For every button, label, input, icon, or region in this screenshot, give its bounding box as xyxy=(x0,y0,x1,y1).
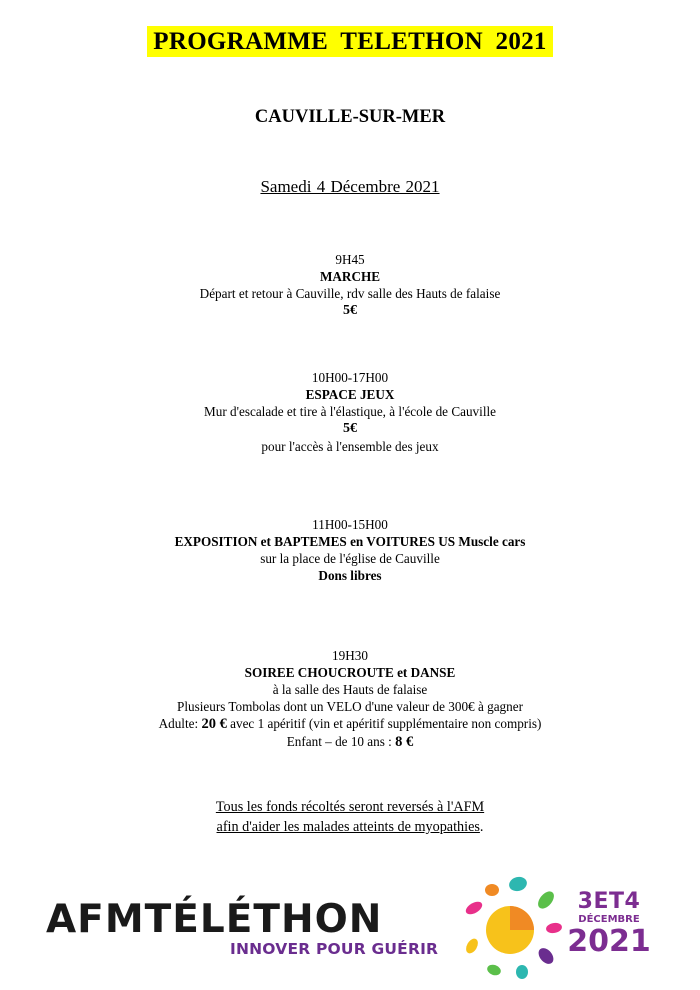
afm-telethon-logo-text: AFMTÉLÉTHON xyxy=(46,897,383,942)
page-title-wrap xyxy=(0,26,700,57)
event-details: Mur d'escalade et tire à l'élastique, à l'école de Cauville xyxy=(204,404,496,419)
event-time: 11H00-15H00 xyxy=(312,517,388,532)
event-exposition xyxy=(0,516,700,584)
event-price: Dons libres xyxy=(318,568,382,583)
child-price-line xyxy=(0,733,700,751)
child-price: 8 € xyxy=(395,734,414,750)
telethon-dates-badge xyxy=(564,890,654,958)
event-soiree xyxy=(0,647,700,751)
event-tombola: Plusieurs Tombolas dont un VELO d'une valeur de 300€ à gagner xyxy=(177,699,523,714)
location-heading: CAUVILLE-SUR-MER xyxy=(254,107,446,127)
event-note: pour l'accès à l'ensemble des jeux xyxy=(261,439,439,454)
dates-line-1: 3ET4 xyxy=(577,889,641,914)
event-details: sur la place de l'église de Cauville xyxy=(260,551,440,566)
event-details: Départ et retour à Cauville, rdv salle des Hauts de falaise xyxy=(199,286,501,301)
event-time: 9H45 xyxy=(335,252,365,267)
adult-label: Adulte: xyxy=(158,716,199,731)
dates-line-2: DÉCEMBRE xyxy=(578,914,640,925)
event-price: 5€ xyxy=(343,421,357,436)
page-title: PROGRAMME TELETHON 2021 xyxy=(147,26,552,57)
event-name: ESPACE JEUX xyxy=(305,387,395,402)
event-espace-jeux xyxy=(0,369,700,455)
footer-line-1: Tous les fonds récoltés seront reversés à l'AFM xyxy=(215,799,485,815)
footer-note xyxy=(0,797,700,837)
footer-line-2: afin d'aider les malades atteints de myopathies xyxy=(216,819,480,835)
footer-line-2-end: . xyxy=(479,819,484,835)
dates-line-3: 2021 xyxy=(567,924,651,959)
event-name: EXPOSITION et BAPTEMES en VOITURES US Muscle cars xyxy=(174,534,526,549)
event-date: Samedi 4 Décembre 2021 xyxy=(260,177,440,196)
event-details: à la salle des Hauts de falaise xyxy=(272,682,428,697)
event-marche xyxy=(0,251,700,320)
event-name: SOIREE CHOUCROUTE et DANSE xyxy=(244,665,456,680)
child-label: Enfant – de 10 ans : xyxy=(286,734,392,749)
adult-note: avec 1 apéritif (vin et apéritif supplémentaire non compris) xyxy=(230,716,542,731)
event-price: 5€ xyxy=(343,303,357,318)
adult-price: 20 € xyxy=(201,716,227,732)
event-time: 10H00-17H00 xyxy=(311,370,389,385)
event-time: 19H30 xyxy=(332,648,368,663)
telethon-sun-icon xyxy=(458,872,570,984)
logo-tagline: INNOVER POUR GUÉRIR xyxy=(230,940,439,958)
event-name: MARCHE xyxy=(319,269,381,284)
adult-price-line xyxy=(0,715,700,733)
